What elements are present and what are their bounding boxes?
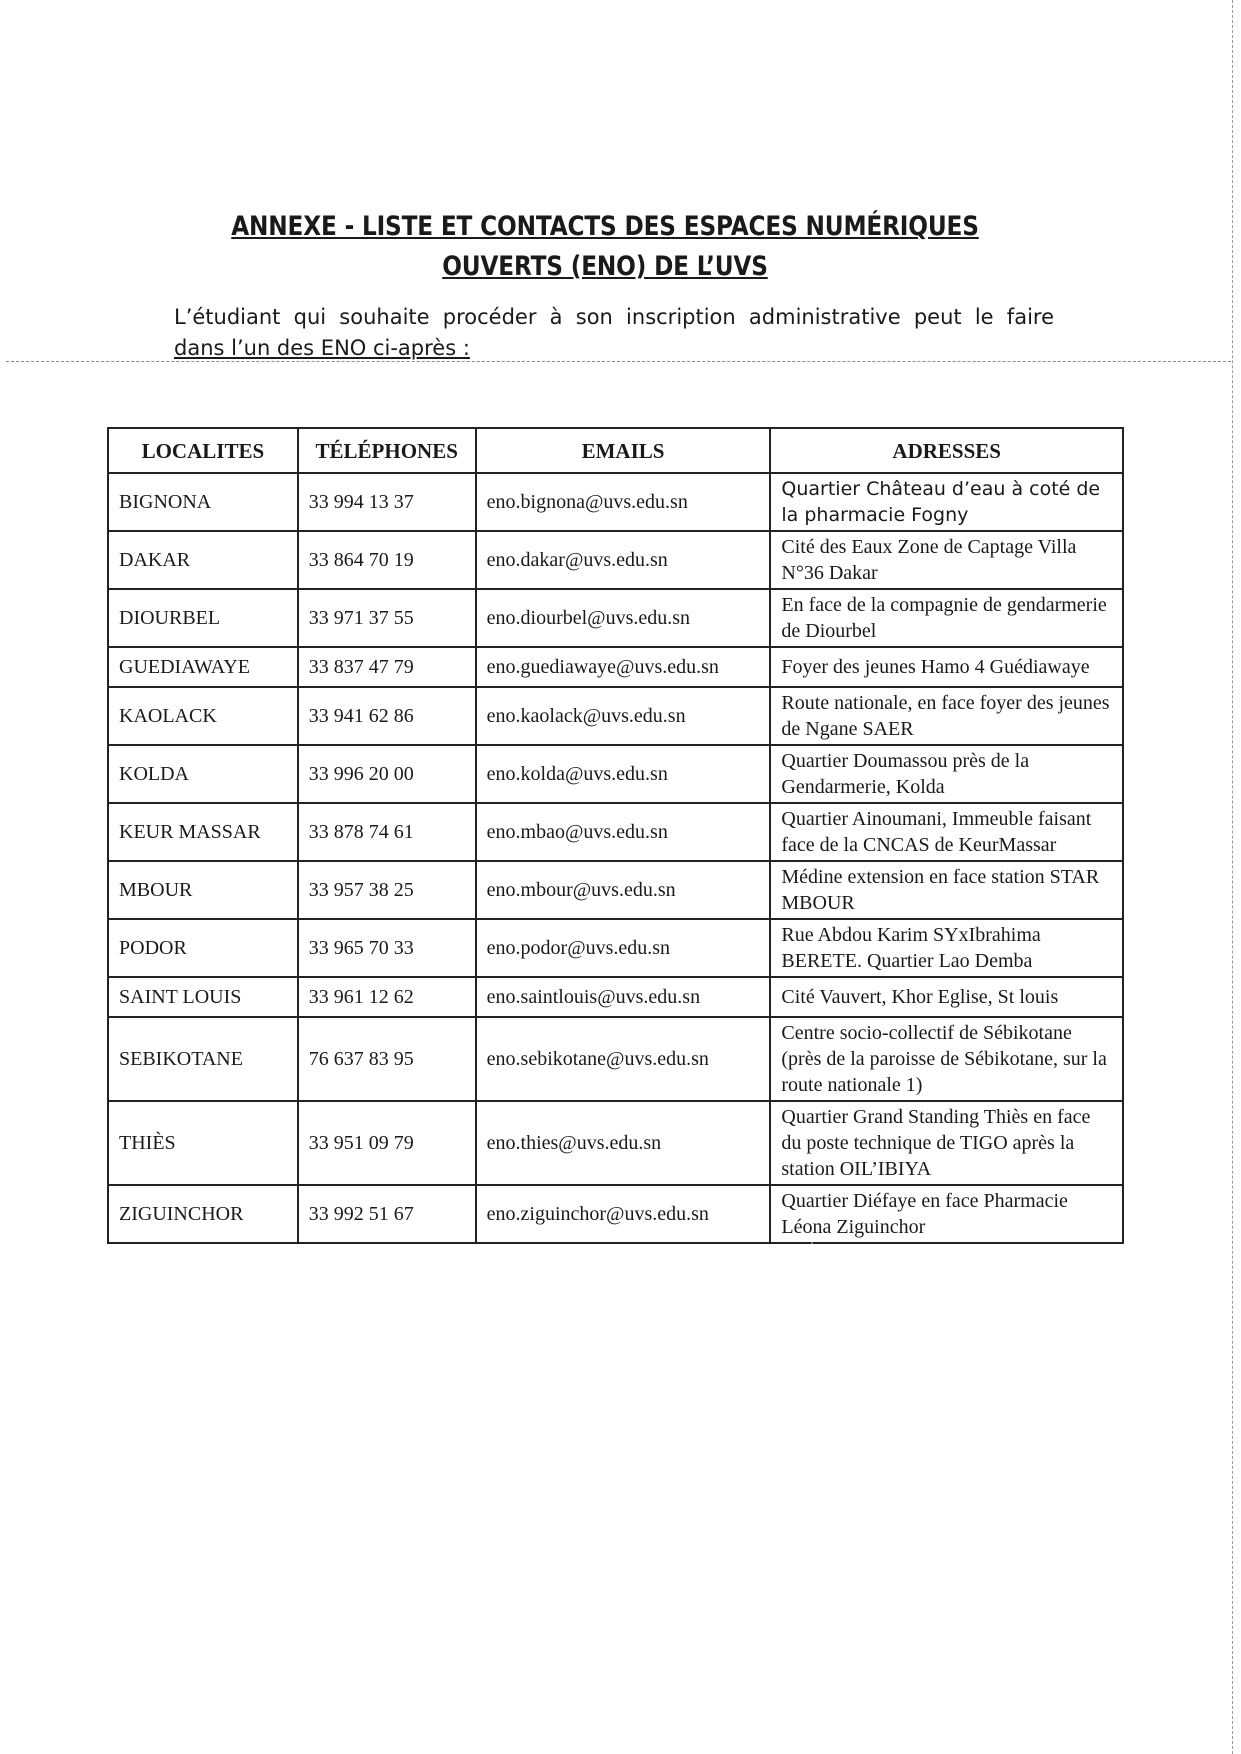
cell-locality: ZIGUINCHOR bbox=[108, 1185, 298, 1243]
cell-email: eno.bignona@uvs.edu.sn bbox=[476, 473, 771, 531]
table-row bbox=[108, 647, 1123, 687]
cell-email: eno.podor@uvs.edu.sn bbox=[476, 919, 771, 977]
cell-email: eno.ziguinchor@uvs.edu.sn bbox=[476, 1185, 771, 1243]
cell-phone: 33 996 20 00 bbox=[298, 745, 476, 803]
header-localites: LOCALITES bbox=[108, 428, 298, 473]
cell-phone: 33 971 37 55 bbox=[298, 589, 476, 647]
table-row bbox=[108, 861, 1123, 919]
table-row bbox=[108, 803, 1123, 861]
document-title-line1: ANNEXE - LISTE ET CONTACTS DES ESPACES NUMÉRIQUES bbox=[231, 211, 979, 242]
table-row bbox=[108, 1185, 1123, 1243]
table-row bbox=[108, 687, 1123, 745]
cell-phone: 33 878 74 61 bbox=[298, 803, 476, 861]
cell-locality: BIGNONA bbox=[108, 473, 298, 531]
cell-address: Quartier Doumassou près de la Gendarmerie, Kolda bbox=[770, 745, 1123, 803]
cell-locality: GUEDIAWAYE bbox=[108, 647, 298, 687]
cell-address: Centre socio-collectif de Sébikotane (près de la paroisse de Sébikotane, sur la route nationale 1) bbox=[770, 1017, 1123, 1101]
cell-address: Rue Abdou Karim SYxIbrahima BERETE. Quartier Lao Demba bbox=[770, 919, 1123, 977]
header-emails: EMAILS bbox=[476, 428, 771, 473]
cell-email: eno.diourbel@uvs.edu.sn bbox=[476, 589, 771, 647]
cell-locality: SEBIKOTANE bbox=[108, 1017, 298, 1101]
cell-phone: 33 957 38 25 bbox=[298, 861, 476, 919]
cell-locality: KOLDA bbox=[108, 745, 298, 803]
cell-phone: 33 994 13 37 bbox=[298, 473, 476, 531]
table-row bbox=[108, 919, 1123, 977]
table-row bbox=[108, 589, 1123, 647]
table-row bbox=[108, 1101, 1123, 1185]
cell-phone: 33 965 70 33 bbox=[298, 919, 476, 977]
cell-email: eno.saintlouis@uvs.edu.sn bbox=[476, 977, 771, 1017]
scan-speck bbox=[811, 1242, 813, 1244]
table-row bbox=[108, 1017, 1123, 1101]
cell-address: Route nationale, en face foyer des jeunes de Ngane SAER bbox=[770, 687, 1123, 745]
cell-email: eno.dakar@uvs.edu.sn bbox=[476, 531, 771, 589]
table-row bbox=[108, 745, 1123, 803]
header-telephones: TÉLÉPHONES bbox=[298, 428, 476, 473]
cell-phone: 33 992 51 67 bbox=[298, 1185, 476, 1243]
cell-phone: 33 864 70 19 bbox=[298, 531, 476, 589]
eno-contacts-table bbox=[107, 427, 1124, 1244]
cell-email: eno.sebikotane@uvs.edu.sn bbox=[476, 1017, 771, 1101]
cell-email: eno.mbao@uvs.edu.sn bbox=[476, 803, 771, 861]
table-header-row bbox=[108, 428, 1123, 473]
cell-address: Médine extension en face station STAR MBOUR bbox=[770, 861, 1123, 919]
cell-locality: PODOR bbox=[108, 919, 298, 977]
document-title-line2: OUVERTS (ENO) DE L’UVS bbox=[442, 251, 768, 282]
cell-phone: 33 941 62 86 bbox=[298, 687, 476, 745]
page-edge-line bbox=[1232, 0, 1233, 1754]
intro-line1: L’étudiant qui souhaite procéder à son inscription administrative peut le faire bbox=[174, 305, 1054, 329]
cell-address: Quartier Grand Standing Thiès en face du poste technique de TIGO après la station OIL’IBIYA bbox=[770, 1101, 1123, 1185]
cell-address: Foyer des jeunes Hamo 4 Guédiawaye bbox=[770, 647, 1123, 687]
intro-line2: dans l’un des ENO ci-après : bbox=[174, 336, 470, 360]
cell-address: Quartier Diéfaye en face Pharmacie Léona Ziguinchor bbox=[770, 1185, 1123, 1243]
cell-email: eno.guediawaye@uvs.edu.sn bbox=[476, 647, 771, 687]
cell-locality: KAOLACK bbox=[108, 687, 298, 745]
cell-phone: 33 961 12 62 bbox=[298, 977, 476, 1017]
cell-locality: DAKAR bbox=[108, 531, 298, 589]
cell-phone: 33 837 47 79 bbox=[298, 647, 476, 687]
cell-phone: 76 637 83 95 bbox=[298, 1017, 476, 1101]
header-adresses: ADRESSES bbox=[770, 428, 1123, 473]
cell-email: eno.kaolack@uvs.edu.sn bbox=[476, 687, 771, 745]
cell-email: eno.kolda@uvs.edu.sn bbox=[476, 745, 771, 803]
cell-address: Quartier Ainoumani, Immeuble faisant face de la CNCAS de KeurMassar bbox=[770, 803, 1123, 861]
cell-phone: 33 951 09 79 bbox=[298, 1101, 476, 1185]
cell-locality: DIOURBEL bbox=[108, 589, 298, 647]
cell-locality: THIÈS bbox=[108, 1101, 298, 1185]
fold-divider bbox=[6, 361, 1231, 362]
cell-address: Cité des Eaux Zone de Captage Villa N°36 Dakar bbox=[770, 531, 1123, 589]
cell-locality: MBOUR bbox=[108, 861, 298, 919]
cell-email: eno.thies@uvs.edu.sn bbox=[476, 1101, 771, 1185]
cell-locality: SAINT LOUIS bbox=[108, 977, 298, 1017]
cell-address: Cité Vauvert, Khor Eglise, St louis bbox=[770, 977, 1123, 1017]
table-row bbox=[108, 531, 1123, 589]
cell-address: En face de la compagnie de gendarmerie de Diourbel bbox=[770, 589, 1123, 647]
cell-locality: KEUR MASSAR bbox=[108, 803, 298, 861]
table-row bbox=[108, 473, 1123, 531]
table-row bbox=[108, 977, 1123, 1017]
cell-address: Quartier Château d’eau à coté de la pharmacie Fogny bbox=[770, 473, 1123, 531]
cell-email: eno.mbour@uvs.edu.sn bbox=[476, 861, 771, 919]
